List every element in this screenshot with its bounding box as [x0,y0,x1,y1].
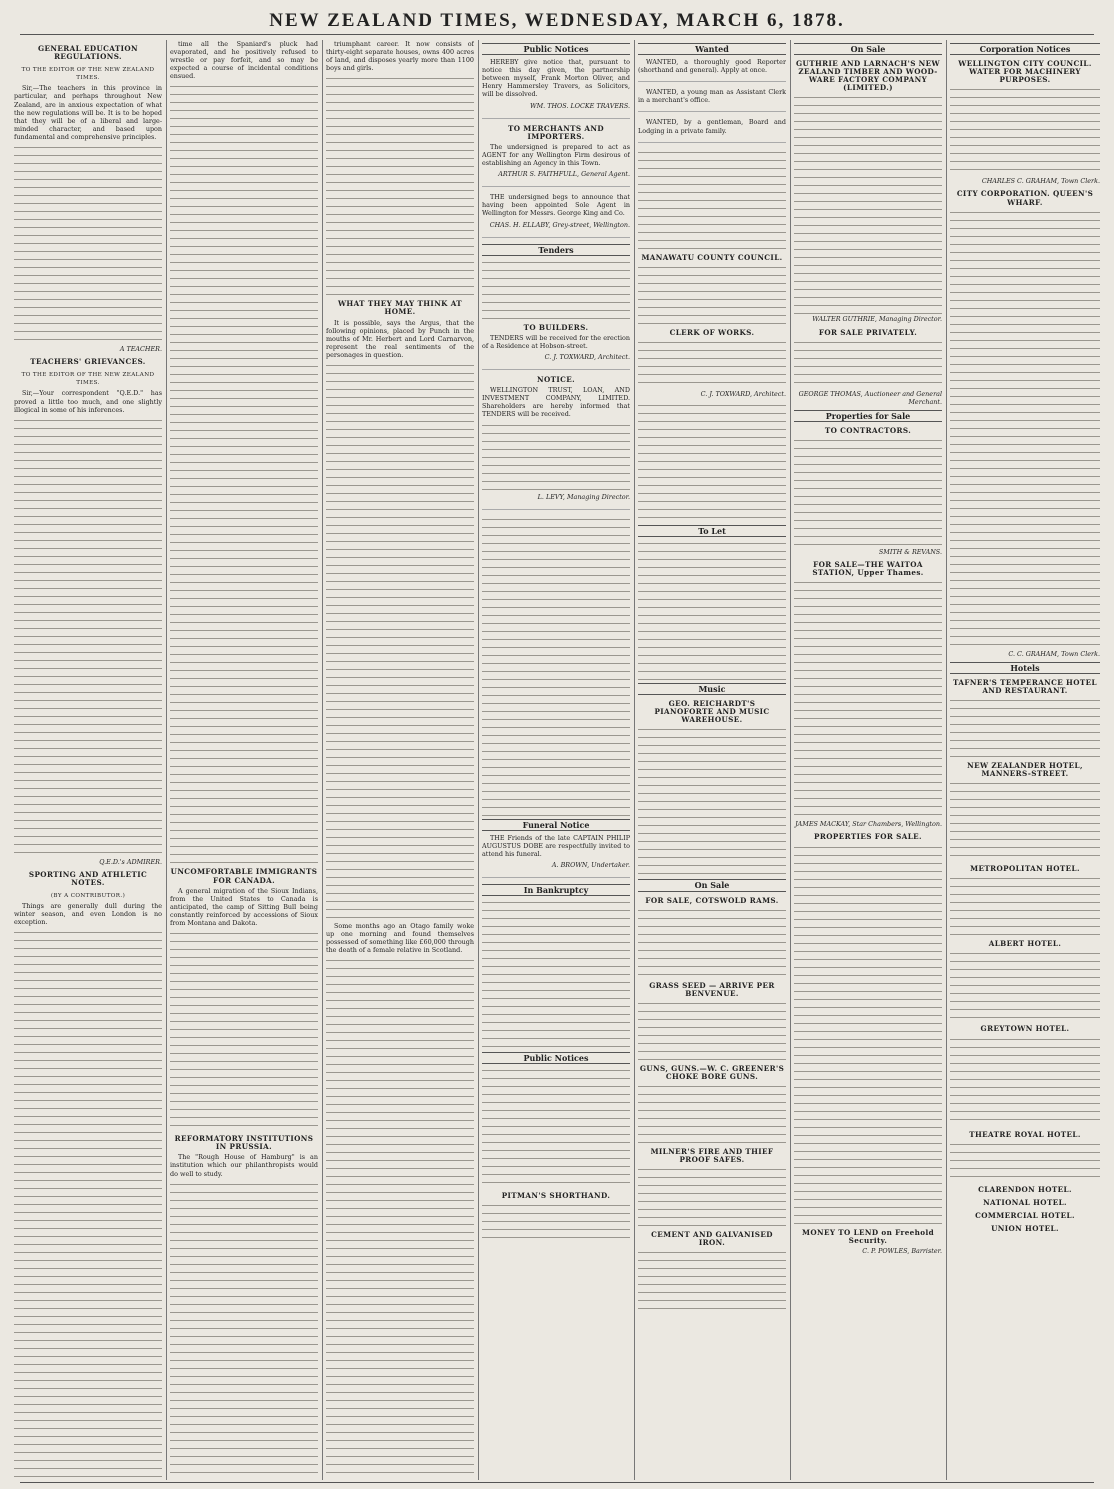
column-divider [946,40,947,1480]
notice-body [638,540,786,680]
masthead-title: NEW ZEALAND TIMES, WEDNESDAY, MARCH 6, 1878. [269,10,845,31]
section-header-music: Music [638,683,786,695]
article-text: Sir,—The teachers in this province in particular, and perhaps throughout New Zealand, are in anxious expectation of what the new regulations will be. It is to be hoped that they will be of a liberal and large-minded character, and based upon fundamental and comprehensive principles. [14,84,162,141]
article-body [14,929,162,1480]
notice-body [638,1083,786,1143]
notice-heading: GUNS, GUNS.—W. C. GREENER'S CHOKE BORE GUNS. [639,1063,785,1081]
column-2 [170,40,318,1480]
section-header-on-sale: On Sale [638,879,786,891]
section-header-corporation: Corporation Notices [950,43,1100,55]
article-body [170,83,318,863]
notice-signature: CHARLES C. GRAHAM, Town Clerk. [981,177,1100,186]
hotel-heading: GREYTOWN HOTEL. [980,1024,1070,1034]
notice-heading: GEO. REICHARDT'S PIANOFORTE AND MUSIC WAREHOUSE. [654,699,770,725]
notice-heading: WELLINGTON CITY COUNCIL. WATER FOR MACHINERY PURPOSES. [958,59,1092,85]
notice-heading: TO CONTRACTORS. [824,425,912,435]
article-subheading: (BY A CONTRIBUTOR.) [50,892,126,899]
hotel-heading: COMMERCIAL HOTEL. [975,1210,1075,1220]
notice-heading: NOTICE. [536,375,576,385]
masthead-rule [20,34,1094,35]
column-7 [950,40,1100,1480]
hotel-body [950,875,1100,935]
notice-signature: C. J. TOXWARD, Architect. [700,389,786,398]
column-divider [790,40,791,1480]
notice-body [482,259,630,319]
article-heading: UNCOMFORTABLE IMMIGRANTS FOR CANADA. [170,867,318,885]
notice-body [482,899,630,1049]
notice-signature: C. J. TOXWARD, Architect. [544,352,630,361]
column-6 [794,40,942,1480]
bottom-rule [20,1482,1094,1483]
notice-body [638,339,786,389]
article-heading: SPORTING AND ATHLETIC NOTES. [28,869,148,887]
wanted-ad [638,58,786,82]
article-text: Some months ago an Otago family woke up one morning and found themselves possessed of something like £60,000 through the death of a female relative in Scotland. [326,922,474,955]
article-body [170,930,318,1130]
article-body [326,362,474,922]
notice-heading: GUTHRIE AND LARNACH'S NEW ZEALAND TIMBER AND WOOD-WARE FACTORY COMPANY (LIMITED.) [795,59,941,93]
section-header-hotels: Hotels [950,662,1100,674]
notice-body [482,1067,630,1187]
hotel-heading: ALBERT HOTEL. [988,939,1062,949]
article-body [326,75,474,295]
notice-ad [482,324,630,370]
notice-signature: JAMES MACKAY, Star Chambers, Wellington. [795,820,942,829]
article-text: time all the Spaniard's pluck had evaporated, and he positively refused to wrestle or pay forfeit, and so may be expected a course of incidental conditions ensued. [170,40,318,81]
section-header-to-let: To Let [638,525,786,537]
hotel-heading: NEW ZEALANDER HOTEL, MANNERS-STREET. [967,761,1083,779]
article-heading: GENERAL EDUCATION REGULATIONS. [38,44,138,62]
article-text: Sir,—Your correspondent "Q.E.D." has proved a little too much, and one slightly illogical in some of his inferences. [14,389,162,414]
section-header-funeral: Funeral Notice [482,819,630,831]
article-text: triumphant career. It now consists of thirty-eight separate houses, owns 400 acres of land, and disposes yearly more than 1100 boys and girls. [326,40,474,73]
hotel-body [950,950,1100,1020]
notice-body [950,209,1100,649]
notice-heading: CITY CORPORATION. QUEEN'S WHARF. [956,189,1094,207]
column-4 [482,40,630,1480]
notice-body [638,1166,786,1226]
notice-signature: A. BROWN, Undertaker. [551,861,630,869]
notice-body [794,94,942,314]
notice-body [482,516,630,816]
notice-signature: WM. THOS. LOCKE TRAVERS. [530,101,630,110]
article-text: A general migration of the Sioux Indians, from the United States to Canada is anticipated, the camp of Sitting Bull being constantly reinforced by accessions of Sioux from Montana and Dakota. [170,886,318,928]
article-text: The "Rough House of Hamburg" is an institution which our philanthropists would do well to study. [170,1153,318,1178]
article-heading: TEACHERS' GRIEVANCES. [30,357,146,367]
article-heading: REFORMATORY INSTITUTIONS IN PRUSSIA. [174,1134,314,1152]
hotel-body [950,1141,1100,1181]
wanted-text: WANTED, by a gentleman, Board and Lodging in a private family. [638,118,786,135]
notice-body [638,726,786,876]
notice-body [794,437,942,547]
hotel-heading: UNION HOTEL. [991,1223,1059,1233]
notice-text: TENDERS will be received for the erection of a Residence at Hobson-street. [482,333,630,350]
column-divider [634,40,635,1480]
hotel-body [950,697,1100,757]
wanted-text: WANTED, a thoroughly good Reporter (shorthand and general). Apply at once. [638,58,786,75]
notice-text: THE Friends of the late CAPTAIN PHILIP AUGUSTUS DOBE are respectfully invited to attend his funeral. [482,833,630,858]
notice-signature: C. C. GRAHAM, Town Clerk. [1008,649,1100,658]
section-header-properties: Properties for Sale [794,410,942,422]
article-body [14,417,162,857]
notice-text: HEREBY give notice that, pursuant to notice this day given, the partnership between myself, Frank Morton Oliver, and Henry Hammersley Travers, as Solicitors, will be dissolved. [482,58,630,99]
notice-body [638,402,786,522]
section-header-wanted: Wanted [638,43,786,55]
notice-signature: GEORGE THOMAS, Auctioneer and General Merchant. [798,389,942,406]
notice-heading: TO BUILDERS. [523,322,589,332]
article-subheading: TO THE EDITOR OF THE NEW ZEALAND TIMES. [21,372,155,387]
column-5 [638,40,786,1480]
column-divider [166,40,167,1480]
notice-body [794,579,942,819]
hotel-heading: THEATRE ROYAL HOTEL. [969,1129,1081,1139]
section-header-public-notices: Public Notices [482,1052,630,1064]
hotel-heading: METROPOLITAN HOTEL. [970,864,1080,874]
notice-heading: CLERK OF WORKS. [669,327,755,337]
wanted-text: WANTED, a young man as Assistant Clerk in a merchant's office. [638,88,786,105]
article-signature: Q.E.D.'s ADMIRER. [99,857,162,866]
notice-ad [482,193,630,237]
article-signature: A TEACHER. [119,345,162,354]
section-header-bankruptcy: In Bankruptcy [482,884,630,896]
notice-body [950,86,1100,176]
notice-signature: L. LEVY, Managing Director. [537,492,630,501]
notice-body [638,1249,786,1309]
article-body [326,957,474,1480]
article-body [14,144,162,344]
article-text: It is possible, says the Argus, that the following opinions, placed by Punch in the mouths of Mr. Herbert and Lord Carnarvon, represent the real sentiments of the personages in question. [326,318,474,359]
notice-ad [482,376,630,510]
notice-ad [482,834,630,878]
notice-text: WELLINGTON TRUST, LOAN, AND INVESTMENT COMPANY, LIMITED. Shareholders are hereby informed that TENDERS will be received. [482,386,630,419]
wanted-ad [638,118,786,142]
notice-heading: GRASS SEED — ARRIVE PER BENVENUE. [649,980,775,998]
notice-heading: FOR SALE PRIVATELY. [818,327,918,337]
wanted-body [638,149,786,249]
notice-heading: PITMAN'S SHORTHAND. [501,1191,611,1201]
section-header-tenders: Tenders [482,244,630,256]
notice-body [482,1202,630,1242]
notice-signature: C. P. POWLES, Barrister. [862,1246,942,1255]
notice-ad [482,125,630,188]
hotel-body [950,1036,1100,1126]
section-header-on-sale: On Sale [794,43,942,55]
column-divider [478,40,479,1480]
notice-heading: MILNER'S FIRE AND THIEF PROOF SAFES. [650,1146,774,1165]
notice-ad [482,58,630,119]
column-1 [14,40,162,1480]
notice-heading: MANAWATU COUNTY COUNCIL. [641,252,783,262]
notice-body [482,422,630,492]
notice-body [638,1000,786,1060]
hotel-body [950,780,1100,860]
wanted-ad [638,88,786,112]
column-3 [326,40,474,1480]
notice-heading: FOR SALE, COTSWOLD RAMS. [645,895,779,905]
notice-signature: ARTHUR S. FAITHFULL, General Agent. [498,170,630,179]
notice-body [794,844,942,1224]
notice-signature: CHAS. H. ELLABY, Grey-street, Wellington. [489,220,630,229]
notice-heading: PROPERTIES FOR SALE. [814,832,922,842]
notice-body [638,907,786,977]
notice-body [794,339,942,389]
hotel-heading: CLARENDON HOTEL. [978,1184,1072,1194]
notice-heading: FOR SALE—THE WAITOA STATION, Upper Thames. [812,560,924,578]
notice-text: The undersigned is prepared to act as AGENT for any Wellington Firm desirous of establishing an Agency in this Town. [482,142,630,168]
hotel-heading: NATIONAL HOTEL. [983,1197,1067,1207]
notice-heading: MONEY TO LEND on Freehold Security. [801,1227,935,1245]
article-body [170,1181,318,1480]
article-heading: WHAT THEY MAY THINK AT HOME. [337,299,463,317]
notice-body [638,264,786,324]
notice-heading: CEMENT AND GALVANISED IRON. [651,1230,773,1248]
article-text: Things are generally dull during the winter season, and even London is no exception. [14,902,162,927]
notice-signature: WALTER GUTHRIE, Managing Director. [812,315,942,324]
notice-text: THE undersigned begs to announce that having been appointed Sole Agent in Wellington for Messrs. George King and Co. [482,193,630,218]
section-header-public-notices: Public Notices [482,43,630,55]
hotel-heading: TAFNER'S TEMPERANCE HOTEL AND RESTAURANT. [953,677,1097,695]
column-divider [322,40,323,1480]
notice-signature: SMITH & REVANS. [878,548,942,557]
notice-heading: TO MERCHANTS AND IMPORTERS. [508,123,604,141]
article-subheading: TO THE EDITOR OF THE NEW ZEALAND TIMES. [21,67,155,82]
